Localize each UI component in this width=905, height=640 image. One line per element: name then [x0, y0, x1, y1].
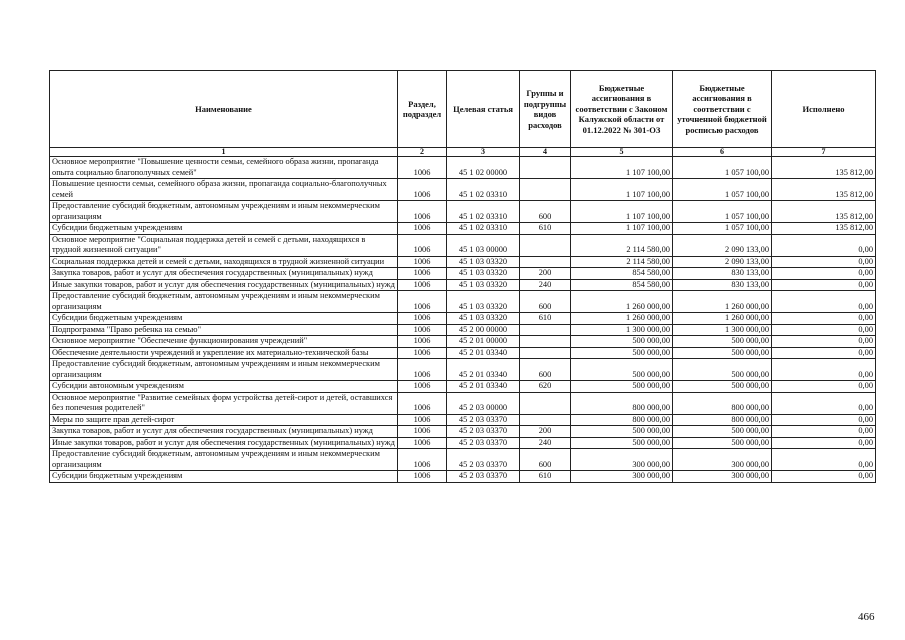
row-law-amount: 1 300 000,00 [571, 324, 673, 336]
table-row [50, 256, 876, 268]
row-executed-amount: 0,00 [772, 313, 876, 325]
row-name: Основное мероприятие "Развитие семейных форм устройства детей-сирот и детей, оставшихся без попечения родителей" [50, 392, 398, 414]
row-article: 45 2 00 00000 [447, 324, 520, 336]
row-section: 1006 [398, 336, 447, 348]
row-group: 610 [520, 471, 571, 483]
row-article: 45 2 01 03340 [447, 359, 520, 381]
row-section: 1006 [398, 347, 447, 359]
table-row [50, 414, 876, 426]
row-law-amount: 1 107 100,00 [571, 179, 673, 201]
row-name: Основное мероприятие "Социальная поддержка детей и семей с детьми, находящихся в трудной жизненной ситуации" [50, 234, 398, 256]
row-name: Повышение ценности семьи, семейного образа жизни, пропаганда социально-благополучных семей [50, 179, 398, 201]
row-executed-amount: 0,00 [772, 268, 876, 280]
row-law-amount: 500 000,00 [571, 437, 673, 449]
row-article: 45 1 03 03320 [447, 279, 520, 291]
row-article: 45 1 02 03310 [447, 223, 520, 235]
row-refined-amount: 1 057 100,00 [673, 201, 772, 223]
column-number: 2 [398, 148, 447, 157]
row-name: Основное мероприятие "Обеспечение функционирования учреждений" [50, 336, 398, 348]
row-executed-amount: 0,00 [772, 381, 876, 393]
row-group: 600 [520, 449, 571, 471]
row-section: 1006 [398, 201, 447, 223]
row-article: 45 2 03 03370 [447, 437, 520, 449]
row-section: 1006 [398, 414, 447, 426]
row-refined-amount: 500 000,00 [673, 336, 772, 348]
row-article: 45 1 02 00000 [447, 157, 520, 179]
row-refined-amount: 830 133,00 [673, 279, 772, 291]
row-name: Иные закупки товаров, работ и услуг для обеспечения государственных (муниципальных) нужд [50, 437, 398, 449]
table-row [50, 381, 876, 393]
row-executed-amount: 0,00 [772, 449, 876, 471]
row-group: 200 [520, 426, 571, 438]
row-group: 200 [520, 268, 571, 280]
table-row [50, 336, 876, 348]
row-name: Иные закупки товаров, работ и услуг для обеспечения государственных (муниципальных) нужд [50, 279, 398, 291]
budget-table [49, 70, 876, 483]
row-section: 1006 [398, 223, 447, 235]
row-refined-amount: 1 300 000,00 [673, 324, 772, 336]
row-section: 1006 [398, 179, 447, 201]
row-executed-amount: 0,00 [772, 359, 876, 381]
column-number: 6 [673, 148, 772, 157]
row-group [520, 324, 571, 336]
table-row [50, 449, 876, 471]
row-group: 240 [520, 279, 571, 291]
row-group [520, 234, 571, 256]
row-group: 600 [520, 359, 571, 381]
row-refined-amount: 500 000,00 [673, 359, 772, 381]
row-group [520, 179, 571, 201]
row-executed-amount: 0,00 [772, 426, 876, 438]
row-law-amount: 1 260 000,00 [571, 291, 673, 313]
row-section: 1006 [398, 279, 447, 291]
row-name: Закупка товаров, работ и услуг для обеспечения государственных (муниципальных) нужд [50, 426, 398, 438]
row-section: 1006 [398, 392, 447, 414]
row-group [520, 336, 571, 348]
row-executed-amount: 0,00 [772, 291, 876, 313]
row-refined-amount: 300 000,00 [673, 449, 772, 471]
row-refined-amount: 2 090 133,00 [673, 234, 772, 256]
row-article: 45 1 03 00000 [447, 234, 520, 256]
table-row [50, 179, 876, 201]
row-law-amount: 1 260 000,00 [571, 313, 673, 325]
row-executed-amount: 0,00 [772, 279, 876, 291]
row-law-amount: 300 000,00 [571, 471, 673, 483]
row-refined-amount: 500 000,00 [673, 426, 772, 438]
row-law-amount: 1 107 100,00 [571, 223, 673, 235]
row-group: 240 [520, 437, 571, 449]
row-refined-amount: 1 057 100,00 [673, 179, 772, 201]
row-name: Субсидии бюджетным учреждениям [50, 223, 398, 235]
table-row [50, 313, 876, 325]
row-refined-amount: 830 133,00 [673, 268, 772, 280]
row-group: 620 [520, 381, 571, 393]
row-section: 1006 [398, 381, 447, 393]
row-law-amount: 2 114 580,00 [571, 234, 673, 256]
row-executed-amount: 0,00 [772, 324, 876, 336]
row-executed-amount: 135 812,00 [772, 157, 876, 179]
row-group [520, 256, 571, 268]
row-group [520, 414, 571, 426]
row-refined-amount: 500 000,00 [673, 347, 772, 359]
row-law-amount: 500 000,00 [571, 347, 673, 359]
column-number: 5 [571, 148, 673, 157]
row-section: 1006 [398, 471, 447, 483]
row-executed-amount: 0,00 [772, 414, 876, 426]
row-refined-amount: 500 000,00 [673, 437, 772, 449]
row-name: Меры по защите прав детей-сирот [50, 414, 398, 426]
row-article: 45 1 02 03310 [447, 179, 520, 201]
row-executed-amount: 0,00 [772, 392, 876, 414]
row-group: 600 [520, 291, 571, 313]
header-group: Группы и подгруппы видов расходов [520, 71, 571, 148]
column-number-row [50, 148, 876, 157]
header-article: Целевая статья [447, 71, 520, 148]
table-row [50, 347, 876, 359]
row-refined-amount: 1 260 000,00 [673, 291, 772, 313]
row-executed-amount: 0,00 [772, 336, 876, 348]
table-row [50, 426, 876, 438]
row-group [520, 392, 571, 414]
row-article: 45 2 03 03370 [447, 414, 520, 426]
row-law-amount: 1 107 100,00 [571, 157, 673, 179]
row-executed-amount: 0,00 [772, 234, 876, 256]
row-section: 1006 [398, 291, 447, 313]
row-group [520, 157, 571, 179]
row-article: 45 1 03 03320 [447, 313, 520, 325]
row-executed-amount: 0,00 [772, 256, 876, 268]
row-article: 45 2 03 03370 [447, 471, 520, 483]
table-row [50, 324, 876, 336]
row-group: 610 [520, 313, 571, 325]
row-refined-amount: 300 000,00 [673, 471, 772, 483]
table-row [50, 223, 876, 235]
header-law-allocations: Бюджетные ассигнования в соответствии с Законом Калужской области от 01.12.2022 № 301-ОЗ [571, 71, 673, 148]
row-name: Закупка товаров, работ и услуг для обеспечения государственных (муниципальных) нужд [50, 268, 398, 280]
row-name: Субсидии бюджетным учреждениям [50, 471, 398, 483]
table-row [50, 471, 876, 483]
row-name: Предоставление субсидий бюджетным, автономным учреждениям и иным некоммерческим организациям [50, 201, 398, 223]
row-law-amount: 2 114 580,00 [571, 256, 673, 268]
row-name: Обеспечение деятельности учреждений и укрепление их материально-технической базы [50, 347, 398, 359]
row-law-amount: 500 000,00 [571, 381, 673, 393]
row-name: Субсидии автономным учреждениям [50, 381, 398, 393]
row-law-amount: 500 000,00 [571, 426, 673, 438]
table-row [50, 268, 876, 280]
row-article: 45 2 01 03340 [447, 381, 520, 393]
row-executed-amount: 135 812,00 [772, 179, 876, 201]
row-law-amount: 854 580,00 [571, 268, 673, 280]
row-name: Основное мероприятие "Повышение ценности семьи, семейного образа жизни, пропаганда опыта социально благополучных семей" [50, 157, 398, 179]
row-group [520, 347, 571, 359]
row-law-amount: 800 000,00 [571, 392, 673, 414]
page-number: 466 [858, 611, 875, 623]
row-section: 1006 [398, 313, 447, 325]
row-group: 610 [520, 223, 571, 235]
column-number: 1 [50, 148, 398, 157]
row-article: 45 2 03 03370 [447, 426, 520, 438]
row-article: 45 1 03 03320 [447, 268, 520, 280]
table-row [50, 234, 876, 256]
row-law-amount: 1 107 100,00 [571, 201, 673, 223]
table-row [50, 437, 876, 449]
header-refined-allocations: Бюджетные ассигнования в соответствии с уточненной бюджетной росписью расходов [673, 71, 772, 148]
row-section: 1006 [398, 359, 447, 381]
header-name: Наименование [50, 71, 398, 148]
row-name: Предоставление субсидий бюджетным, автономным учреждениям и иным некоммерческим организациям [50, 359, 398, 381]
row-executed-amount: 0,00 [772, 437, 876, 449]
row-executed-amount: 0,00 [772, 347, 876, 359]
row-executed-amount: 135 812,00 [772, 201, 876, 223]
table-row [50, 279, 876, 291]
row-executed-amount: 135 812,00 [772, 223, 876, 235]
row-law-amount: 500 000,00 [571, 359, 673, 381]
row-article: 45 2 03 03370 [447, 449, 520, 471]
row-name: Подпрограмма "Право ребенка на семью" [50, 324, 398, 336]
row-article: 45 2 01 03340 [447, 347, 520, 359]
row-refined-amount: 800 000,00 [673, 414, 772, 426]
header-row [50, 71, 876, 148]
table-row [50, 291, 876, 313]
row-article: 45 2 01 00000 [447, 336, 520, 348]
row-article: 45 1 02 03310 [447, 201, 520, 223]
row-name: Социальная поддержка детей и семей с детьми, находящихся в трудной жизненной ситуации [50, 256, 398, 268]
row-name: Предоставление субсидий бюджетным, автономным учреждениям и иным некоммерческим организациям [50, 291, 398, 313]
table-row [50, 359, 876, 381]
row-section: 1006 [398, 234, 447, 256]
row-name: Предоставление субсидий бюджетным, автономным учреждениям и иным некоммерческим организациям [50, 449, 398, 471]
row-section: 1006 [398, 268, 447, 280]
row-section: 1006 [398, 157, 447, 179]
row-refined-amount: 2 090 133,00 [673, 256, 772, 268]
row-article: 45 1 03 03320 [447, 291, 520, 313]
row-name: Субсидии бюджетным учреждениям [50, 313, 398, 325]
row-section: 1006 [398, 449, 447, 471]
column-number: 7 [772, 148, 876, 157]
table-row [50, 157, 876, 179]
row-article: 45 1 03 03320 [447, 256, 520, 268]
header-executed: Исполнено [772, 71, 876, 148]
row-law-amount: 500 000,00 [571, 336, 673, 348]
row-law-amount: 300 000,00 [571, 449, 673, 471]
row-executed-amount: 0,00 [772, 471, 876, 483]
row-section: 1006 [398, 437, 447, 449]
header-section: Раздел, подраздел [398, 71, 447, 148]
row-refined-amount: 1 057 100,00 [673, 157, 772, 179]
row-article: 45 2 03 00000 [447, 392, 520, 414]
row-refined-amount: 800 000,00 [673, 392, 772, 414]
row-law-amount: 854 580,00 [571, 279, 673, 291]
row-section: 1006 [398, 256, 447, 268]
row-group: 600 [520, 201, 571, 223]
column-number: 4 [520, 148, 571, 157]
row-refined-amount: 1 057 100,00 [673, 223, 772, 235]
row-section: 1006 [398, 426, 447, 438]
row-law-amount: 800 000,00 [571, 414, 673, 426]
table-row [50, 201, 876, 223]
table-row [50, 392, 876, 414]
row-section: 1006 [398, 324, 447, 336]
row-refined-amount: 1 260 000,00 [673, 313, 772, 325]
column-number: 3 [447, 148, 520, 157]
row-refined-amount: 500 000,00 [673, 381, 772, 393]
